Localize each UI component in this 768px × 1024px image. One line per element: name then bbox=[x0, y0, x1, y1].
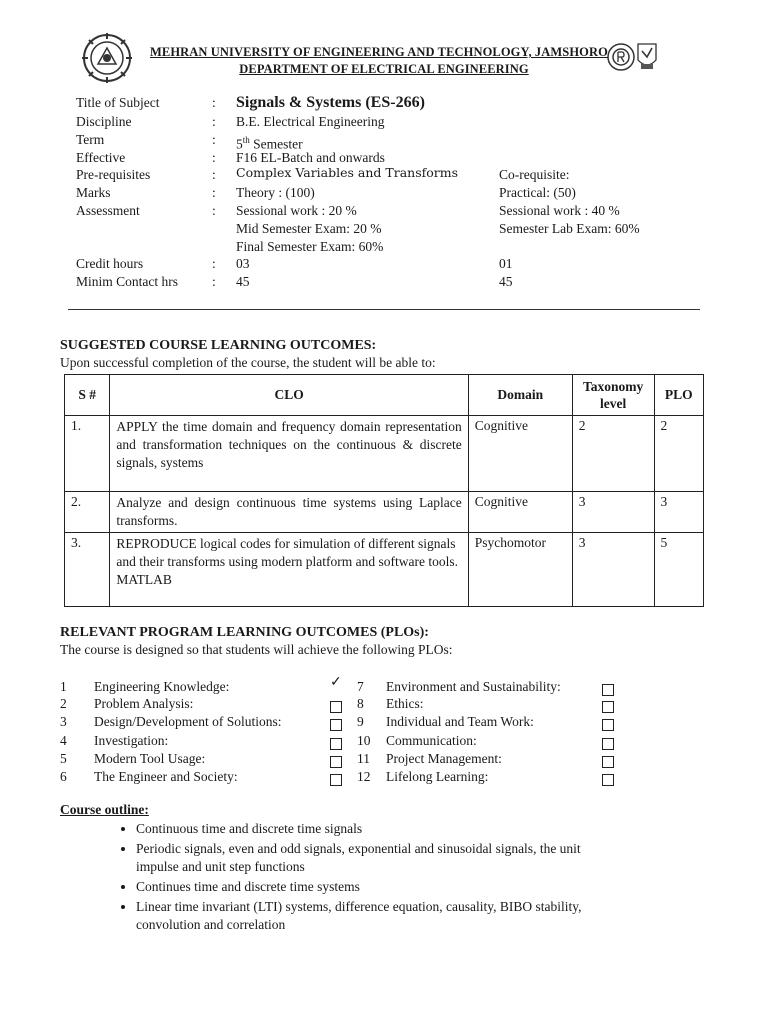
checkbox-icon[interactable] bbox=[602, 756, 614, 768]
plo-checkbox[interactable] bbox=[330, 719, 342, 731]
checkbox-icon[interactable] bbox=[602, 701, 614, 713]
clo-section-subtitle: Upon successful completion of the course, the student will be able to: bbox=[60, 355, 436, 370]
effective-label: Effective bbox=[76, 150, 126, 165]
term-number: 5 bbox=[236, 136, 243, 152]
plo-checkbox[interactable] bbox=[602, 719, 614, 731]
discipline-value: B.E. Electrical Engineering bbox=[236, 114, 385, 129]
plo-label: The Engineer and Society: bbox=[94, 769, 238, 784]
plo-number: 3 bbox=[60, 714, 67, 729]
assessment-practical-sessional: Sessional work : 40 % bbox=[499, 203, 620, 218]
checkbox-icon[interactable] bbox=[330, 719, 342, 731]
table-row bbox=[65, 492, 704, 533]
row-taxonomy: 3 bbox=[572, 533, 654, 607]
prereq-value: Complex Variables and Transforms bbox=[236, 165, 459, 180]
info-row-discipline bbox=[0, 113, 768, 131]
row-taxonomy: 3 bbox=[572, 492, 654, 533]
effective-value: F16 EL-Batch and onwards bbox=[236, 150, 385, 165]
info-row-contact bbox=[0, 273, 768, 291]
assessment-theory-mid: Mid Semester Exam: 20 % bbox=[236, 221, 382, 236]
colon: : bbox=[212, 150, 216, 165]
plo-label: Investigation: bbox=[94, 733, 169, 748]
term-suffix: th bbox=[242, 135, 250, 145]
list-item: • Continues time and discrete time systems bbox=[136, 878, 616, 896]
plo-checkbox[interactable] bbox=[602, 738, 614, 750]
plo-number: 10 bbox=[357, 733, 371, 748]
row-clo: APPLY the time domain and frequency domain representation and transformation techniques on the continuous & discrete signals, systems bbox=[110, 416, 468, 492]
marks-practical: Practical: (50) bbox=[499, 185, 576, 200]
course-outline-title: Course outline: bbox=[60, 802, 149, 817]
colon: : bbox=[212, 185, 216, 200]
checkbox-icon[interactable] bbox=[330, 701, 342, 713]
list-item: • Continuous time and discrete time signals bbox=[136, 820, 616, 838]
plo-checkbox[interactable] bbox=[330, 738, 342, 750]
university-name: MEHRAN UNIVERSITY OF ENGINEERING AND TECHNOLOGY, JAMSHORO bbox=[150, 45, 608, 59]
checkbox-icon[interactable] bbox=[330, 756, 342, 768]
info-row-prereq bbox=[0, 166, 768, 184]
plo-number: 11 bbox=[357, 751, 370, 766]
clo-table-header bbox=[65, 375, 704, 416]
contact-practical: 45 bbox=[499, 274, 513, 289]
plo-label: Engineering Knowledge: bbox=[94, 679, 230, 694]
colon: : bbox=[212, 274, 216, 289]
plo-label: Lifelong Learning: bbox=[386, 769, 489, 784]
checkbox-icon[interactable] bbox=[330, 738, 342, 750]
info-row-assessment bbox=[0, 202, 768, 220]
plo-number: 9 bbox=[357, 714, 364, 729]
term-rest: Semester bbox=[249, 136, 303, 152]
row-clo: Analyze and design continuous time systems using Laplace transforms. bbox=[110, 492, 468, 533]
plo-number: 1 bbox=[60, 679, 67, 694]
info-row-term bbox=[0, 131, 768, 152]
plo-number: 6 bbox=[60, 769, 67, 784]
plo-section-title: RELEVANT PROGRAM LEARNING OUTCOMES (PLOs): bbox=[60, 625, 429, 640]
title-label: Title of Subject bbox=[76, 95, 160, 110]
plo-checkbox[interactable] bbox=[602, 701, 614, 713]
row-domain: Cognitive bbox=[468, 492, 572, 533]
header-taxonomy: Taxonomy level bbox=[572, 375, 654, 416]
checkbox-icon[interactable] bbox=[602, 774, 614, 786]
plo-number: 2 bbox=[60, 696, 67, 711]
header-plo: PLO bbox=[654, 375, 703, 416]
row-domain: Cognitive bbox=[468, 416, 572, 492]
contact-label: Minim Contact hrs bbox=[76, 274, 178, 289]
info-row-assessment-3 bbox=[0, 238, 768, 256]
header-sn: S # bbox=[65, 375, 110, 416]
row-clo: REPRODUCE logical codes for simulation of different signals and their transforms using modern platform and software tools. MATLAB bbox=[110, 533, 468, 607]
colon: : bbox=[212, 167, 216, 182]
plo-label: Modern Tool Usage: bbox=[94, 751, 206, 766]
info-row-title bbox=[0, 92, 768, 114]
clo-section-title: SUGGESTED COURSE LEARNING OUTCOMES: bbox=[60, 338, 377, 353]
coreq-value: Co-requisite: bbox=[499, 167, 570, 182]
checkbox-icon[interactable] bbox=[602, 719, 614, 731]
colon: : bbox=[212, 132, 216, 147]
course-outline-list bbox=[96, 820, 616, 936]
department-name: DEPARTMENT OF ELECTRICAL ENGINEERING bbox=[239, 62, 529, 76]
list-item: • Linear time invariant (LTI) systems, difference equation, causality, BIBO stability, convolution and correlation bbox=[136, 898, 616, 934]
marks-theory: Theory : (100) bbox=[236, 185, 315, 200]
plo-label: Environment and Sustainability: bbox=[386, 679, 561, 694]
plo-checkbox[interactable] bbox=[330, 756, 342, 768]
row-plo: 2 bbox=[654, 416, 703, 492]
plo-label: Ethics: bbox=[386, 696, 424, 711]
table-row bbox=[65, 416, 704, 492]
row-sn: 2. bbox=[65, 492, 110, 533]
plo-number: 5 bbox=[60, 751, 67, 766]
plo-checkbox[interactable] bbox=[602, 684, 614, 696]
plo-number: 8 bbox=[357, 696, 364, 711]
term-label: Term bbox=[76, 132, 105, 147]
credit-practical: 01 bbox=[499, 256, 513, 271]
row-sn: 1. bbox=[65, 416, 110, 492]
assessment-theory-final: Final Semester Exam: 60% bbox=[236, 239, 384, 254]
marks-label: Marks bbox=[76, 185, 111, 200]
plo-label: Project Management: bbox=[386, 751, 502, 766]
plo-checkbox[interactable] bbox=[602, 774, 614, 786]
checkbox-icon[interactable] bbox=[330, 774, 342, 786]
checkmark-icon: ✓ bbox=[330, 675, 342, 690]
assessment-practical-lab: Semester Lab Exam: 60% bbox=[499, 221, 640, 236]
header-domain: Domain bbox=[468, 375, 572, 416]
table-row bbox=[65, 533, 704, 607]
plo-checkbox[interactable] bbox=[602, 756, 614, 768]
row-sn: 3. bbox=[65, 533, 110, 607]
info-row-marks bbox=[0, 184, 768, 202]
checkbox-icon[interactable] bbox=[602, 684, 614, 696]
colon: : bbox=[212, 114, 216, 129]
assessment-label: Assessment bbox=[76, 203, 140, 218]
plo-label: Communication: bbox=[386, 733, 477, 748]
plo-number: 7 bbox=[357, 679, 364, 694]
row-taxonomy: 2 bbox=[572, 416, 654, 492]
row-domain: Psychomotor bbox=[468, 533, 572, 607]
checkbox-icon[interactable] bbox=[602, 738, 614, 750]
colon: : bbox=[212, 203, 216, 218]
clo-table bbox=[64, 374, 704, 607]
row-plo: 3 bbox=[654, 492, 703, 533]
plo-number: 4 bbox=[60, 733, 67, 748]
info-row-credit bbox=[0, 255, 768, 273]
plo-number: 12 bbox=[357, 769, 371, 784]
contact-theory: 45 bbox=[236, 274, 250, 289]
plo-checkbox[interactable] bbox=[330, 774, 342, 786]
prereq-label: Pre-requisites bbox=[76, 167, 151, 182]
info-row-assessment-2 bbox=[0, 220, 768, 238]
plo-section-subtitle: The course is designed so that students will achieve the following PLOs: bbox=[60, 642, 453, 657]
colon: : bbox=[212, 95, 216, 110]
plo-label: Individual and Team Work: bbox=[386, 714, 534, 729]
credit-theory: 03 bbox=[236, 256, 250, 271]
header-clo: CLO bbox=[110, 375, 468, 416]
colon: : bbox=[212, 256, 216, 271]
horizontal-divider bbox=[68, 309, 700, 310]
subject-title: Signals & Systems (ES-266) bbox=[236, 94, 425, 111]
plo-checkbox[interactable] bbox=[330, 701, 342, 713]
assessment-theory-sessional: Sessional work : 20 % bbox=[236, 203, 357, 218]
plo-label: Problem Analysis: bbox=[94, 696, 194, 711]
list-item: • Periodic signals, even and odd signals, exponential and sinusoidal signals, the unit impulse and unit step functions bbox=[136, 840, 616, 876]
credit-label: Credit hours bbox=[76, 256, 144, 271]
row-plo: 5 bbox=[654, 533, 703, 607]
discipline-label: Discipline bbox=[76, 114, 132, 129]
plo-label: Design/Development of Solutions: bbox=[94, 714, 282, 729]
